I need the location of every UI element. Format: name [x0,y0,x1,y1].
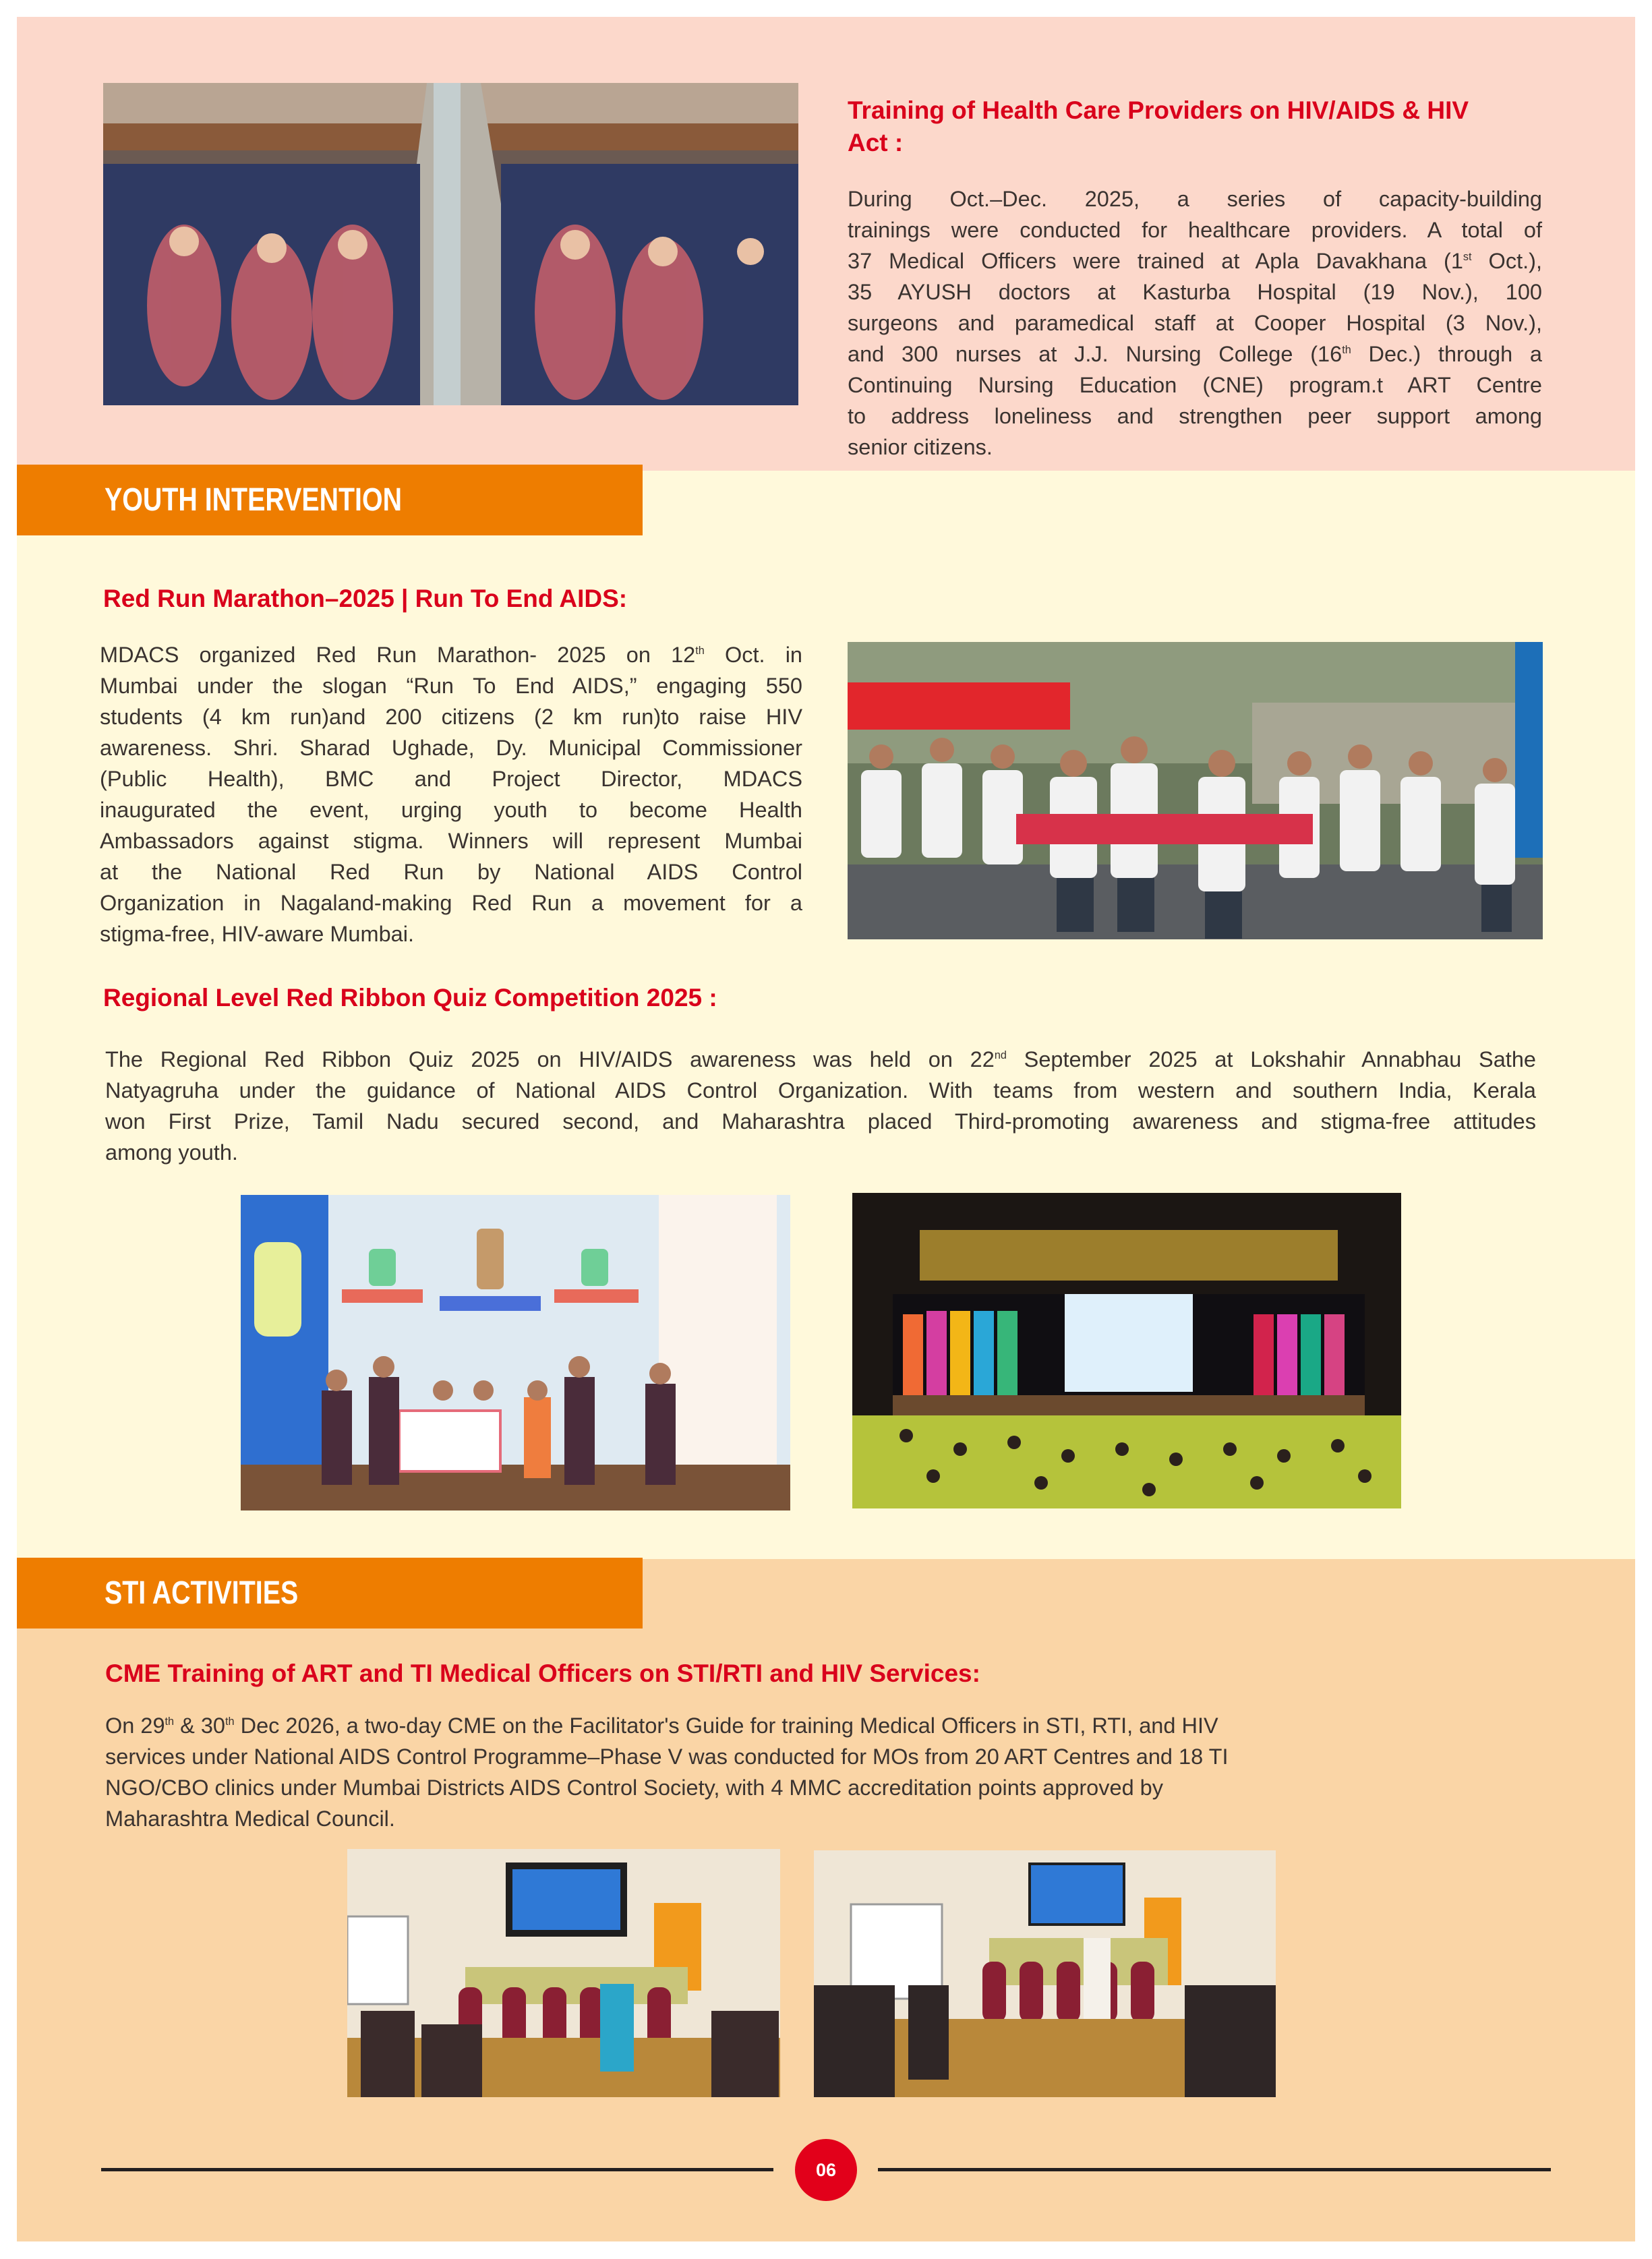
paragraph-line: The Regional Red Ribbon Quiz 2025 on HIV/AIDS awareness was held on 22nd September 2025 at Lokshahir Annabhau Sathe [105,1047,1536,1072]
cme-training-heading: CME Training of ART and TI Medical Officers on STI/RTI and HIV Services: [105,1660,980,1687]
cme-training-photo-1 [347,1849,780,2097]
quiz-auditorium-stage-photo-icon [852,1193,1401,1508]
red-run-paragraph [100,639,802,949]
paragraph-line: 35 AYUSH doctors at Kasturba Hospital (19 Nov.), 100 [848,280,1542,304]
sti-activities-title: STI ACTIVITIES [105,1575,299,1611]
sti-activities-banner [17,1558,643,1629]
footer-divider-right [878,2168,1551,2171]
training-heading [848,94,1542,159]
paragraph-line: Continuing Nursing Education (CNE) program.t ART Centre [848,373,1542,397]
paragraph-line: 37 Medical Officers were trained at Apla Davakhana (1st Oct.), [848,249,1542,273]
paragraph-line: inaugurated the event, urging youth to become Health [100,798,802,822]
paragraph-line: Natyagruha under the guidance of National AIDS Control Organization. With teams from western and southern India, Kerala [105,1078,1536,1103]
paragraph-line: and 300 nurses at J.J. Nursing College (16th Dec.) through a [848,342,1542,366]
cme-training-room-photo-icon [347,1849,780,2097]
training-audience-photo [103,83,798,405]
paragraph-line: Organization in Nagaland-making Red Run a movement for a [100,891,802,915]
paragraph-line: students (4 km run)and 200 citizens (2 km run)to raise HIV [100,705,802,729]
paragraph-line: awareness. Shri. Sharad Ughade, Dy. Municipal Commissioner [100,736,802,760]
auditorium-audience-photo-icon [103,83,798,405]
paragraph-line: stigma-free, HIV-aware Mumbai. [100,922,414,946]
paragraph-line: Ambassadors against stigma. Winners will represent Mumbai [100,829,802,853]
paragraph-line: NGO/CBO clinics under Mumbai Districts AIDS Control Society, with 4 MMC accreditation points approved by [105,1776,1163,1800]
training-heading-line1: Training of Health Care Providers on HIV/AIDS & HIV [848,96,1469,124]
paragraph-line: to address loneliness and strengthen peer support among [848,404,1542,428]
footer-divider-left [101,2168,773,2171]
paragraph-line: surgeons and paramedical staff at Cooper Hospital (3 Nov.), [848,311,1542,335]
paragraph-line: among youth. [105,1140,238,1165]
quiz-winners-award-photo-icon [241,1195,790,1510]
cme-training-photo-2 [814,1850,1276,2097]
red-run-heading: Red Run Marathon–2025 | Run To End AIDS: [103,585,628,612]
youth-intervention-title: YOUTH INTERVENTION [105,482,403,518]
quiz-winners-photo [241,1195,790,1510]
quiz-paragraph [105,1044,1536,1168]
paragraph-line: MDACS organized Red Run Marathon- 2025 on 12th Oct. in [100,643,802,667]
paragraph-line: Mumbai under the slogan “Run To End AIDS,” engaging 550 [100,674,802,698]
red-run-marathon-photo-icon [848,642,1543,939]
paragraph-line: On 29th & 30th Dec 2026, a two-day CME on the Facilitator's Guide for training Medical Officers in STI, RTI, and HIV [105,1713,1218,1738]
cme-presentation-photo-icon [814,1850,1276,2097]
training-heading-line2: Act : [848,129,904,156]
paragraph-line: During Oct.–Dec. 2025, a series of capacity-building [848,187,1542,211]
training-paragraph [848,183,1542,463]
paragraph-line: services under National AIDS Control Programme–Phase V was conducted for MOs from 20 ART Centres and 18 TI [105,1744,1229,1769]
cme-training-paragraph [105,1710,1555,1834]
paragraph-line: Maharashtra Medical Council. [105,1807,395,1831]
paragraph-line: trainings were conducted for healthcare providers. A total of [848,218,1542,242]
paragraph-line: at the National Red Run by National AIDS Control [100,860,802,884]
paragraph-line: won First Prize, Tamil Nadu secured second, and Maharashtra placed Third-promoting awareness and stigma-free attitudes [105,1109,1536,1134]
page-number-badge: 06 [795,2139,857,2201]
youth-intervention-banner [17,465,643,535]
paragraph-line: senior citizens. [848,435,993,459]
red-run-photo [848,642,1543,939]
quiz-heading: Regional Level Red Ribbon Quiz Competition 2025 : [103,984,717,1011]
paragraph-line: (Public Health), BMC and Project Director, MDACS [100,767,802,791]
quiz-stage-photo [852,1193,1401,1508]
